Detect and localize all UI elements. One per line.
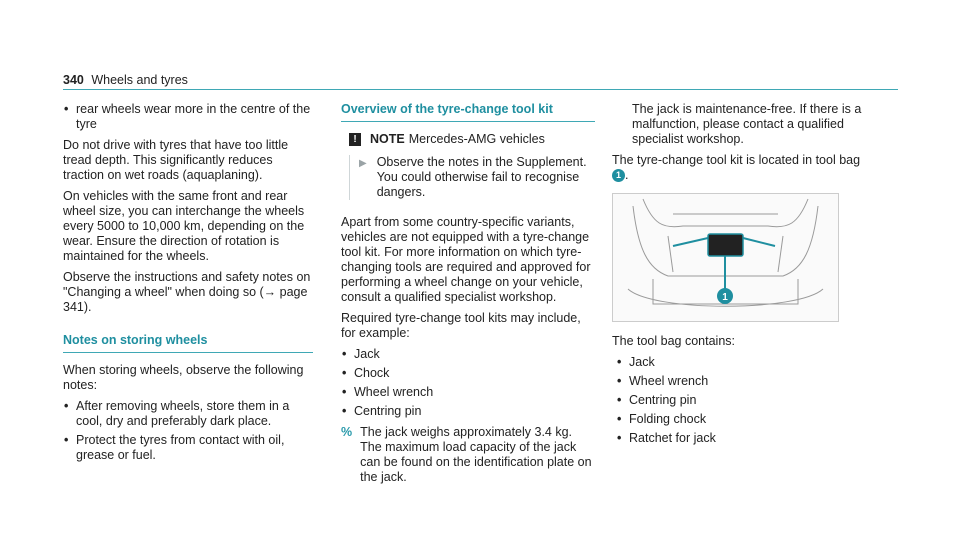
period: . (625, 168, 629, 182)
column-right (612, 102, 898, 452)
heading-storing-wheels: Notes on storing wheels (63, 333, 208, 347)
page-number: 340 (63, 73, 84, 87)
warning-icon: ! (349, 133, 361, 146)
boot-illustration-svg (613, 194, 838, 321)
column-left (63, 102, 313, 469)
list-item: • rear wheels wear more in the centre of the tyre (63, 102, 313, 132)
bullet-list-required-kits (341, 347, 595, 419)
bullet-list-storing (63, 399, 313, 463)
paragraph-tool-kit-variants: Apart from some country-specific variants, vehicles are not equipped with a tyre-change tool kit. For more information on which tyre-changing tools are required and approved for performing a wheel change on your vehicle, consult a qualified specialist workshop. (341, 215, 591, 304)
page-header (63, 73, 188, 87)
paragraph-tool-bag-location: The tyre-change tool kit is located in tool bag (612, 153, 861, 167)
list-item: • Centring pin (341, 404, 595, 419)
callout-badge: 1 (612, 169, 625, 182)
paragraph-interchange: On vehicles with the same front and rear wheel size, you can interchange the wheels every 5000 to 10,000 km, depending on the wear. Ensure the direction of rotation is maintained for the wheels. (63, 189, 305, 263)
list-item: • Centring pin (616, 393, 898, 408)
bullet-list-tyre-wear (63, 102, 313, 132)
paragraph-changing-wheel[interactable]: Observe the instructions and safety notes on "Changing a wheel" when doing so (→ page 341). (63, 270, 311, 314)
list-item: • Ratchet for jack (616, 431, 898, 446)
paragraph-tread-depth: Do not drive with tyres that have too little tread depth. This significantly reduces traction on wet roads (aquaplaning). (63, 138, 289, 182)
paragraph-required-kits: Required tyre-change tool kits may include, for example: (341, 311, 581, 340)
list-item: • Jack (341, 347, 595, 362)
paragraph-tool-bag-contents: The tool bag contains: (612, 334, 735, 348)
play-arrow-icon: ▶ (359, 158, 367, 169)
tool-bag-reference (612, 168, 898, 183)
paragraph-maintenance-free: The jack is maintenance-free. If there is a malfunction, please contact a qualified specialist workshop. (632, 102, 862, 146)
list-item: • Protect the tyres from contact with oil, grease or fuel. (63, 433, 313, 463)
heading-divider (63, 352, 313, 353)
list-item: • Wheel wrench (341, 385, 595, 400)
note-instruction (349, 155, 595, 200)
section-title: Wheels and tyres (91, 73, 188, 87)
info-icon: % (341, 425, 353, 439)
list-item: • After removing wheels, store them in a cool, dry and preferably dark place. (63, 399, 313, 429)
bullet-list-tool-bag (612, 355, 898, 446)
info-load-capacity: The maximum load capacity of the jack can be found on the identification plate on the jack. (360, 440, 592, 484)
note-instruction-text: Observe the notes in the Supplement. You could otherwise fail to recognise dangers. (376, 155, 587, 199)
note-box (349, 132, 595, 147)
list-item: • Wheel wrench (616, 374, 898, 389)
note-label: NOTE (370, 132, 405, 146)
info-note (341, 425, 595, 485)
header-divider (63, 89, 898, 90)
paragraph-storing-intro: When storing wheels, observe the following notes: (63, 363, 304, 392)
note-text: Mercedes-AMG vehicles (408, 132, 545, 146)
info-weight: The jack weighs approximately 3.4 kg. (360, 425, 573, 439)
list-item: • Folding chock (616, 412, 898, 427)
heading-tool-kit-overview: Overview of the tyre-change tool kit (341, 102, 553, 116)
heading-divider (341, 121, 595, 122)
list-item: • Chock (341, 366, 595, 381)
svg-text:1: 1 (722, 292, 728, 303)
list-item: • Jack (616, 355, 898, 370)
boot-illustration (612, 193, 839, 322)
column-middle (341, 102, 595, 485)
